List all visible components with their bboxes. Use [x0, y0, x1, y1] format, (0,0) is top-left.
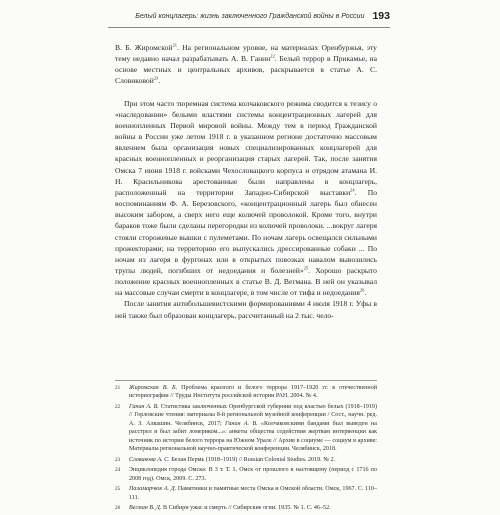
footnote-26: 26 Вегман В. Д. В Сибири ужас и смерть // Сибирские огни. 1935. № 1. С. 46–52.: [115, 505, 331, 512]
footnote-ref[interactable]: 24: [350, 187, 355, 193]
footnotes: [115, 384, 377, 515]
footnote-author: Ганин А. В.: [225, 420, 258, 427]
paragraph-1: В. Б. Жиромской$^{21}$. На региональном уровне, на материалах Оренбуржья, эту тему недавно начал разрабатывать А. В. Ганин$^{22}$. Белый террор в Прикамье, на основе местных и центральных архивов, раскрывается в статье А. С. Словиковой$^{23}$.: [115, 42, 377, 86]
footnote-number: 21: [115, 385, 121, 391]
footnote-number: 24: [115, 467, 121, 474]
page-number: 193: [372, 10, 390, 22]
running-head: [108, 6, 390, 26]
header-rule: [108, 27, 390, 28]
footnote-ref[interactable]: 23: [153, 75, 159, 81]
footnote-rule: [115, 380, 377, 381]
footnote-21: 21 Жиромская В. Б. Проблема красного и белого террора 1917–1920 гг. в отечественной историографии // Труды Института российской истории РАН. 2004. № 4.: [115, 385, 377, 400]
footnote-number: 23: [115, 456, 121, 463]
footnote-number: 22: [115, 404, 121, 410]
footnote-ref[interactable]: 25: [303, 265, 309, 271]
running-title: Белый концлагерь: жизнь заключенного Гражданской войны в России: [135, 12, 365, 20]
footnote-22: 22 Ганин А. В. Статистика заключенных Оренбургской губернии под властью белых (1918–1919) // Горловские чтения: материалы 8-й региональной музейной конференции / Сост., научн. ред. А. З. Алкашин. Челябинск, 2017; Ганин А. В. «Колчаковскими бандами был выведен на расстрел и был забит ломериком...»: анкеты общества содействия жертвам интервенции как источник по истории белого террора на Южном Урале // Архив в социуме — социум в архиве: Материалы региональной научно-практической конференции. Челябинск, 2018.: [115, 404, 378, 453]
footnote-ref[interactable]: 22: [270, 53, 275, 59]
footnote-ref[interactable]: 21: [172, 42, 177, 48]
footnote-author: Вегман В. Д.: [129, 505, 162, 512]
footnote-author: Паламарчюк А. Д.: [129, 486, 177, 493]
footnote-number: 25: [115, 486, 121, 493]
footnote-25: 25 Паламарчюк А. Д. Памятники и памятные места Омска и Омской области. Омск, 1967. С. 110–111.: [115, 486, 377, 501]
main-text: [115, 42, 377, 321]
footnote-author: Словикова А. С.: [129, 456, 170, 463]
paragraph-3: После занятия антибольшевистскими формированиями 4 июля 1918 г. Уфы в ней также был образован концлагерь, рассчитанный на 2 тыс. чело-: [115, 299, 377, 320]
footnote-number: 26: [115, 505, 121, 512]
footnote-23: 23 Словикова А. С. Белая Пермь (1918–1919) // Russian Colonial Studies. 2019. № 2.: [115, 456, 336, 463]
footnote-author: Жиромская В. Б.: [129, 385, 178, 391]
footnote-ref[interactable]: 26: [359, 287, 365, 293]
footnote-author: Ганин А. В.: [129, 404, 159, 410]
footnote-24: 24 Энциклопедия города Омска: В 3 т. Т. 1. Омск от прошлого к настоящему (период с 1716 по 2008 год). Омск, 2009. С. 273.: [115, 467, 377, 482]
paragraph-2: При этом часто тюремная система колчаковского режима сводится к тезису о «наследовании» белыми властями системы концентрационных лагерей для военнопленных Первой мировой войны. Между тем в период Гражданской войны в России уже летом 1918 г. в указанном регионе достаточно массовым явлением была организация новых специализированных концлагерей для красных военнопленных и реорганизация старых лагерей. Так, после занятия Омска 7 июня 1918 г. войсками Чехословацкого корпуса и отрядом атамана И. Н. Красильникова арестованные были направлены в концлагерь, расположенный на территории Западно-Сибирской выставки$^{24}$. По воспоминаниям Ф. А. Березовского, «концентрационный лагерь был обнесен высоким забором, а сверх него еще колючей проволокой. Кроме того, внутри бараков тоже были сделаны перегородки из колючей проволоки. ...вокруг лагеря стояли сторожевые вышки с пулеметами. По ночам лагерь освещался сильными прожекторами; на территорию его выпускались дрессированные собаки ... По ночам из лагеря в фургонах или в открытых повозках навалом вывозились трупы людей, погибших от недоедания и болезней»$^{25}$. Хорошо раскрыто положение красных военнопленных в статье В. Д. Вегмана. В ней он указывал на массовые случаи смерти в концлагере, в том числе от тифа и недоедания$^{26}$.: [115, 98, 378, 298]
